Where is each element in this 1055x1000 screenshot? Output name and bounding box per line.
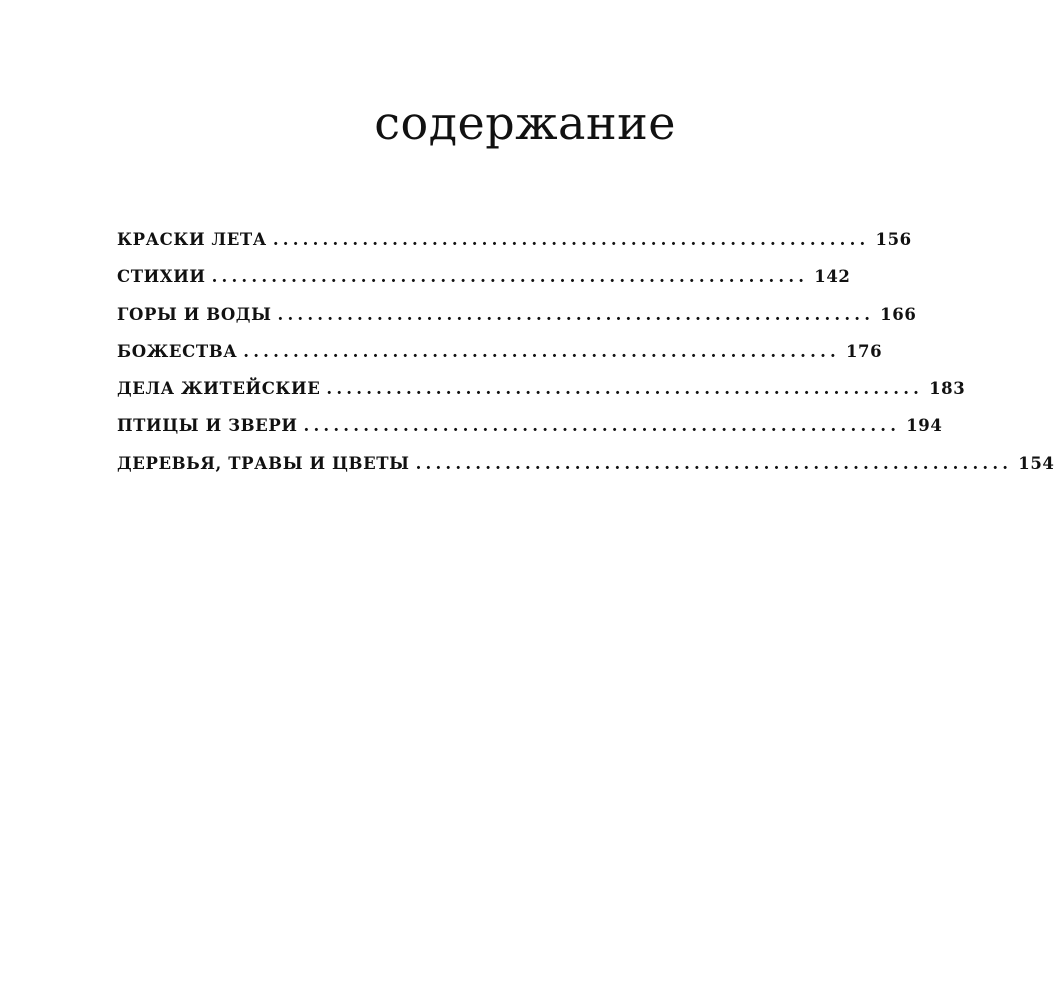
dot-leader: ............................................................ <box>326 379 924 399</box>
toc-entry[interactable] <box>117 379 966 416</box>
toc-entry-page-number: 154 <box>1018 453 1055 473</box>
toc-entry-page-number: 194 <box>906 416 943 436</box>
toc-entry[interactable] <box>117 304 917 342</box>
toc-entry[interactable] <box>117 453 1055 491</box>
toc-entry-title: ПТИЦЫ И ЗВЕРИ <box>117 416 298 436</box>
dot-leader: ............................................................ <box>415 453 1013 473</box>
toc-entry-title: ДЕРЕВЬЯ, ТРАВЫ И ЦВЕТЫ <box>117 453 410 473</box>
toc-entry-page-number: 142 <box>814 267 851 287</box>
dot-leader: ............................................................ <box>243 341 840 361</box>
toc-entry-title: БОЖЕСТВА <box>117 341 238 361</box>
toc-entry-title: ДЕЛА ЖИТЕЙСКИЕ <box>117 379 321 399</box>
toc-entry-title: ГОРЫ И ВОДЫ <box>117 304 272 324</box>
toc-entry-title: СТИХИИ <box>117 267 206 287</box>
dot-leader: ............................................................ <box>272 230 870 249</box>
dot-leader: ............................................................ <box>277 304 875 324</box>
toc-entry[interactable] <box>117 416 943 453</box>
toc-entry-page-number: 176 <box>845 341 883 361</box>
toc-entry[interactable] <box>117 341 883 379</box>
toc-entry[interactable] <box>117 230 912 267</box>
dot-leader: ............................................................ <box>303 416 901 436</box>
toc-entry-page-number: 166 <box>880 304 917 324</box>
toc-entry[interactable] <box>117 267 851 304</box>
toc-entry-page-number: 183 <box>929 379 966 399</box>
toc-entry-title: КРАСКИ ЛЕТА <box>117 230 267 249</box>
toc-entry-page-number: 156 <box>875 230 912 249</box>
dot-leader: ............................................................ <box>211 267 809 287</box>
table-of-contents <box>117 230 1055 491</box>
page-title: содержание <box>374 96 676 150</box>
